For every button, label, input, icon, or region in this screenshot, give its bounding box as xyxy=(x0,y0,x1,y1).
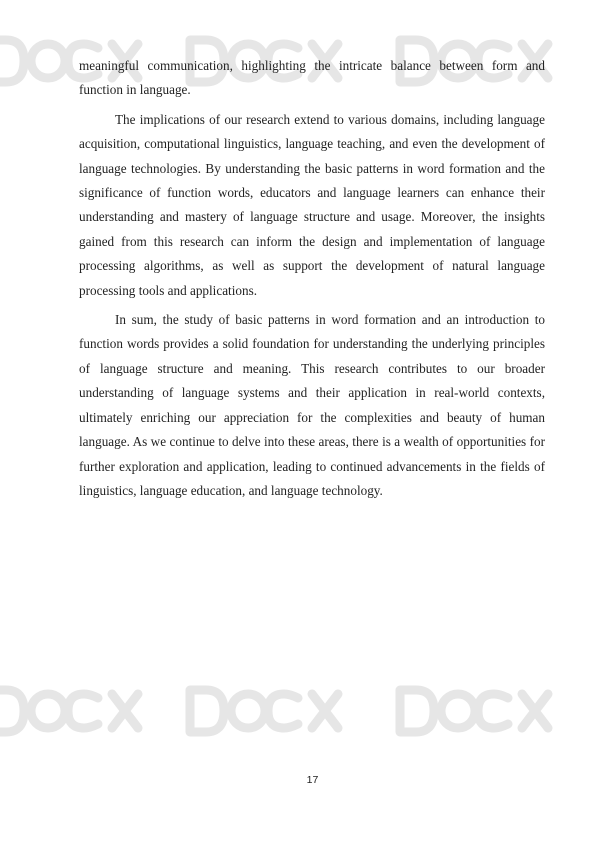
page-number: 17 xyxy=(306,774,319,786)
docx-watermark-logo xyxy=(0,690,138,732)
body-text xyxy=(79,54,545,508)
docx-watermark-logo xyxy=(190,690,338,732)
docx-watermark-logo xyxy=(400,690,548,732)
paragraph: The implications of our research extend to various domains, including language acquisition, computational linguistics, language teaching, and even the development of language technologies. By understanding the basic patterns in word formation and the significance of function words, educators and language learners can enhance their understanding and mastery of language structure and usage. Moreover, the insights gained from this research can inform the design and implementation of language processing algorithms, as well as support the development of natural language processing tools and applications. xyxy=(79,111,545,298)
paragraph: In sum, the study of basic patterns in word formation and an introduction to function words provides a solid foundation for understanding the underlying principles of language structure and meaning. This research contributes to our broader understanding of language systems and their application in real-world contexts, ultimately enriching our appreciation for the complexities and beauty of human language. As we continue to delve into these areas, there is a wealth of opportunities for further exploration and application, leading to continued advancements in the fields of linguistics, language education, and language technology. xyxy=(79,312,545,498)
paragraph: meaningful communication, highlighting the intricate balance between form and function in language. xyxy=(79,58,545,98)
